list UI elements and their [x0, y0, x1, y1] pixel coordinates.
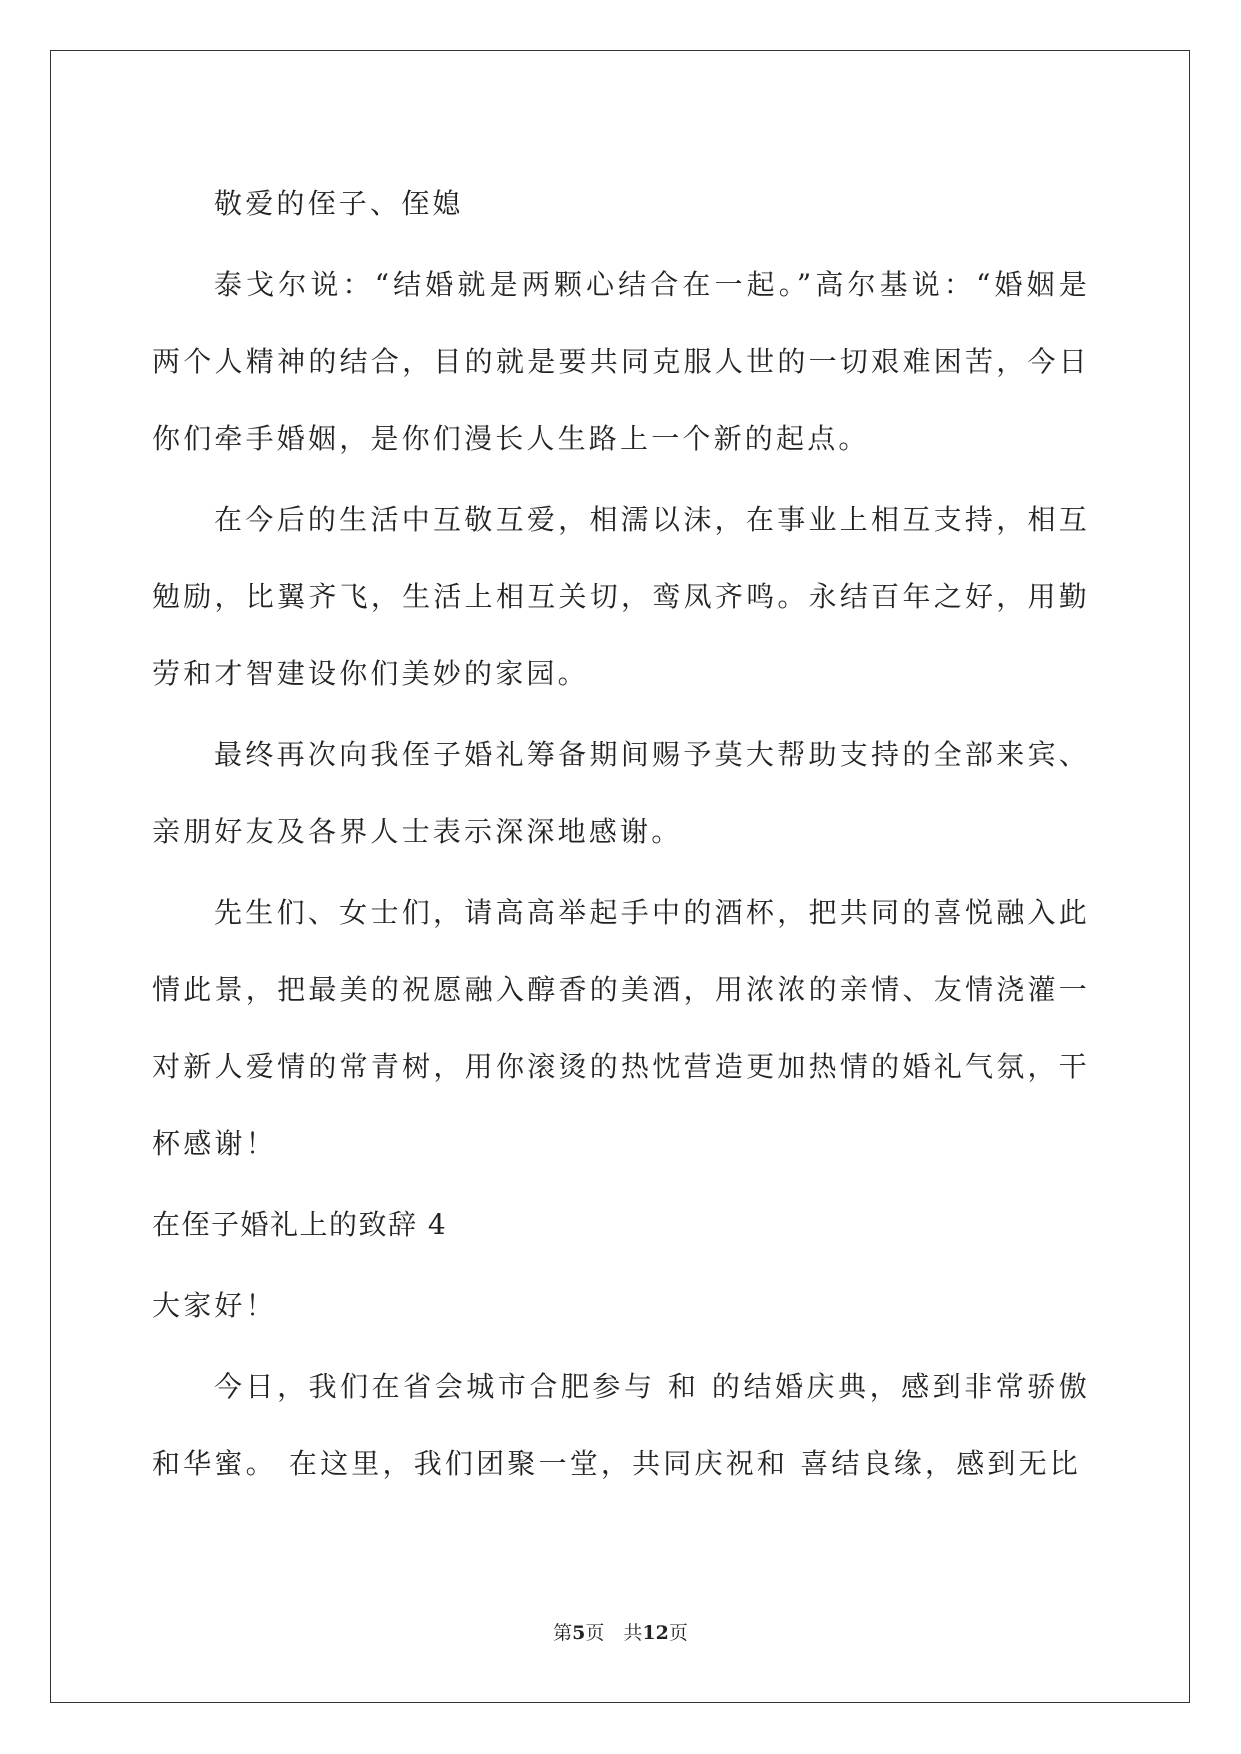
current-page-number: 5 [572, 1622, 586, 1644]
page-label-mid: 页 共 [585, 1622, 643, 1644]
page-label-prefix: 第 [553, 1622, 573, 1644]
body-paragraph: 最终再次向我侄子婚礼筹备期间赐予莫大帮助支持的全部来宾、亲朋好友及各界人士表示深深地感谢。 [152, 738, 1090, 848]
total-page-number: 12 [642, 1622, 669, 1644]
page-footer [0, 1618, 1241, 1645]
body-paragraph: 今日，我们在省会城市合肥参与 和 的结婚庆典，感到非常骄傲和华蜜。 在这里，我们团聚一堂，共同庆祝和 喜结良缘，感到无比 [152, 1370, 1090, 1480]
body-paragraph: 先生们、女士们，请高高举起手中的酒杯，把共同的喜悦融入此情此景，把最美的祝愿融入醇香的美酒，用浓浓的亲情、友情浇灌一对新人爱情的常青树，用你滚烫的热忱营造更加热情的婚礼气氛，干杯感谢！ [152, 896, 1090, 1160]
body-paragraph: 在今后的生活中互敬互爱，相濡以沫，在事业上相互支持，相互勉励，比翼齐飞，生活上相互关切，鸾凤齐鸣。永结百年之好，用勤劳和才智建设你们美妙的家园。 [152, 503, 1090, 690]
greeting-paragraph: 大家好！ [152, 1289, 277, 1322]
salutation-paragraph: 敬爱的侄子、侄媳 [214, 187, 464, 220]
section-heading: 在侄子婚礼上的致辞 4 [152, 1208, 448, 1241]
page-label-suffix: 页 [668, 1622, 688, 1644]
body-paragraph: 泰戈尔说：“结婚就是两颗心结合在一起。”高尔基说：“婚姻是两个人精神的结合，目的就是要共同克服人世的一切艰难困苦，今日你们牵手婚姻，是你们漫长人生路上一个新的起点。 [152, 268, 1090, 455]
document-body [152, 165, 1090, 1506]
